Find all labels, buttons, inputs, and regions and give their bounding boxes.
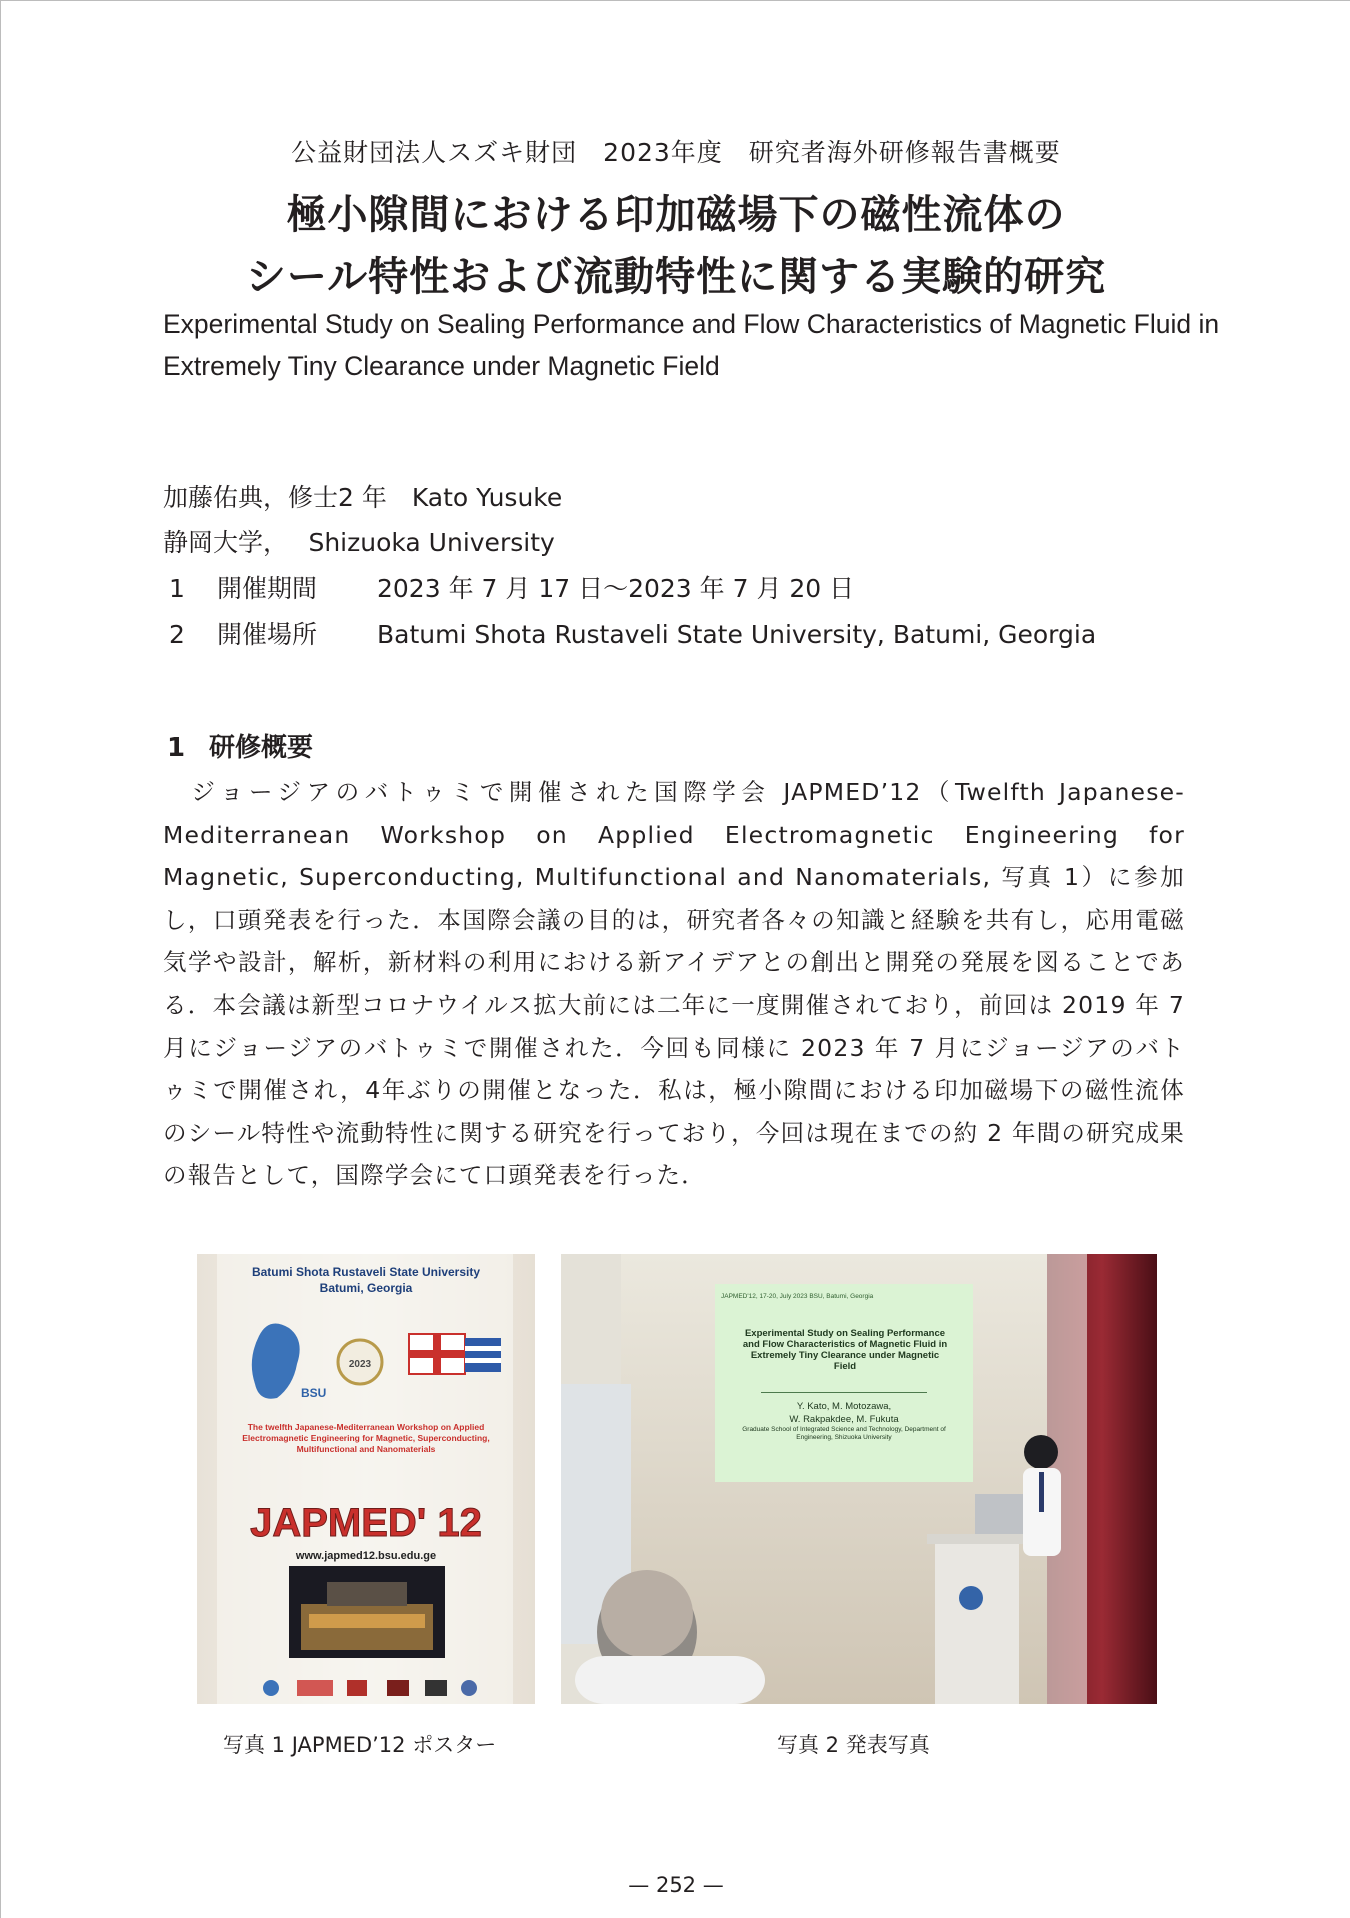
item-number: 1 xyxy=(169,574,185,603)
section-title: 研修概要 xyxy=(209,733,314,763)
poster-url: www.japmed12.bsu.edu.ge xyxy=(295,1550,437,1562)
laptop xyxy=(975,1494,1031,1534)
item-number: 2 xyxy=(169,620,185,649)
venue-row xyxy=(163,615,1096,651)
slide-authors-2: W. Rakpakdee, M. Fukuta xyxy=(789,1414,899,1425)
photo-poster xyxy=(197,1254,535,1704)
japanese-title-line-1: 極小隙間における印加磁場下の磁性流体の xyxy=(286,192,1066,238)
photo-presentation xyxy=(561,1254,1157,1704)
slide-title: Experimental Study on Sealing Performance and Flow Characteristics of Magnetic Fluid in Extremely Tiny Clearance under Magnetic Field xyxy=(742,1328,948,1372)
caption-photo-2: 写真 2 発表写真 xyxy=(777,1733,930,1757)
section-number: 1 xyxy=(167,733,186,763)
item-value: 2023 年 7 月 17 日〜2023 年 7 月 20 日 xyxy=(377,574,855,603)
affiliation-line: 静岡大学， Shizuoka University xyxy=(163,528,555,557)
caption-photo-1: 写真 1 JAPMED’12 ポスター xyxy=(223,1733,497,1757)
body-paragraph xyxy=(163,771,1185,1197)
author-line: 加藤佑典，修士2 年 Kato Yusuke xyxy=(163,483,563,512)
poster-year: 2023 xyxy=(348,1359,372,1370)
body-text: ジョージアのバトゥミで開催された国際学会 JAPMED’12（Twelfth Japanese-Mediterranean Workshop on Applied Electromagnetic Engineering for Magnetic, Superconducting, Multifunctional and Nanomaterials, 写真 1）に参加し，口頭発表を行った．本国際会議の目的は，研究者各々の知識と経験を共有し，応用電磁気学や設計，解析，新材料の利用における新アイデアとの創出と開発の発展を図ることである．本会議は新型コロナウイルス拡大前には二年に一度開催されており，前回は 2019 年 7 月にジョージアのバトゥミで開催された．今回も同様に 2023 年 7 月にジョージアのバトゥミで開催され，4年ぶりの開催となった．私は，極小隙間における印加磁場下の磁性流体のシール特性や流動特性に関する研究を行っており，今回は現在までの約 2 年間の研究成果の報告として，国際学会にて口頭発表を行った． xyxy=(163,778,1185,1190)
poster-image xyxy=(197,1254,535,1704)
section-heading xyxy=(167,727,313,764)
poster-bsu: BSU xyxy=(301,1386,327,1400)
english-title: Experimental Study on Sealing Performance and Flow Characteristics of Magnetic Fluid in Extremely Tiny Clearance under Magnetic Field xyxy=(163,309,1220,381)
poster-workshop-text: The twelfth Japanese-Mediterranean Workshop on Applied Electromagnetic Engineering for Magnetic, Superconducting, Multifunctional and Nanomaterials xyxy=(242,1422,490,1454)
poster-title: JAPMED' 12 xyxy=(250,1501,482,1545)
lectern xyxy=(927,1534,1027,1704)
slide-authors-1: Y. Kato, M. Motozawa, xyxy=(796,1401,892,1412)
poster-city: Batumi, Georgia xyxy=(319,1281,413,1295)
flags-icon xyxy=(409,1334,501,1374)
item-label: 開催期間 xyxy=(217,574,318,603)
slide-affiliation: Graduate School of Integrated Science and Technology, Department of Engineering, Shizuoka University xyxy=(742,1426,946,1441)
page-number: — 252 — xyxy=(628,1873,724,1897)
period-row xyxy=(163,569,854,605)
poster-university: Batumi Shota Rustaveli State University xyxy=(251,1265,481,1279)
building-photo xyxy=(289,1566,445,1658)
japanese-title-line-2: シール特性および流動特性に関する実験的研究 xyxy=(245,254,1107,300)
slide-header: JAPMED'12, 17-20, July 2023 BSU, Batumi, Georgia xyxy=(721,1293,874,1300)
presenter xyxy=(1023,1435,1061,1556)
presentation-image xyxy=(561,1254,1157,1704)
report-header: 公益財団法人スズキ財団 2023年度 研究者海外研修報告書概要 xyxy=(291,138,1061,167)
item-label: 開催場所 xyxy=(217,620,318,649)
item-value: Batumi Shota Rustaveli State University, Batumi, Georgia xyxy=(377,620,1097,649)
